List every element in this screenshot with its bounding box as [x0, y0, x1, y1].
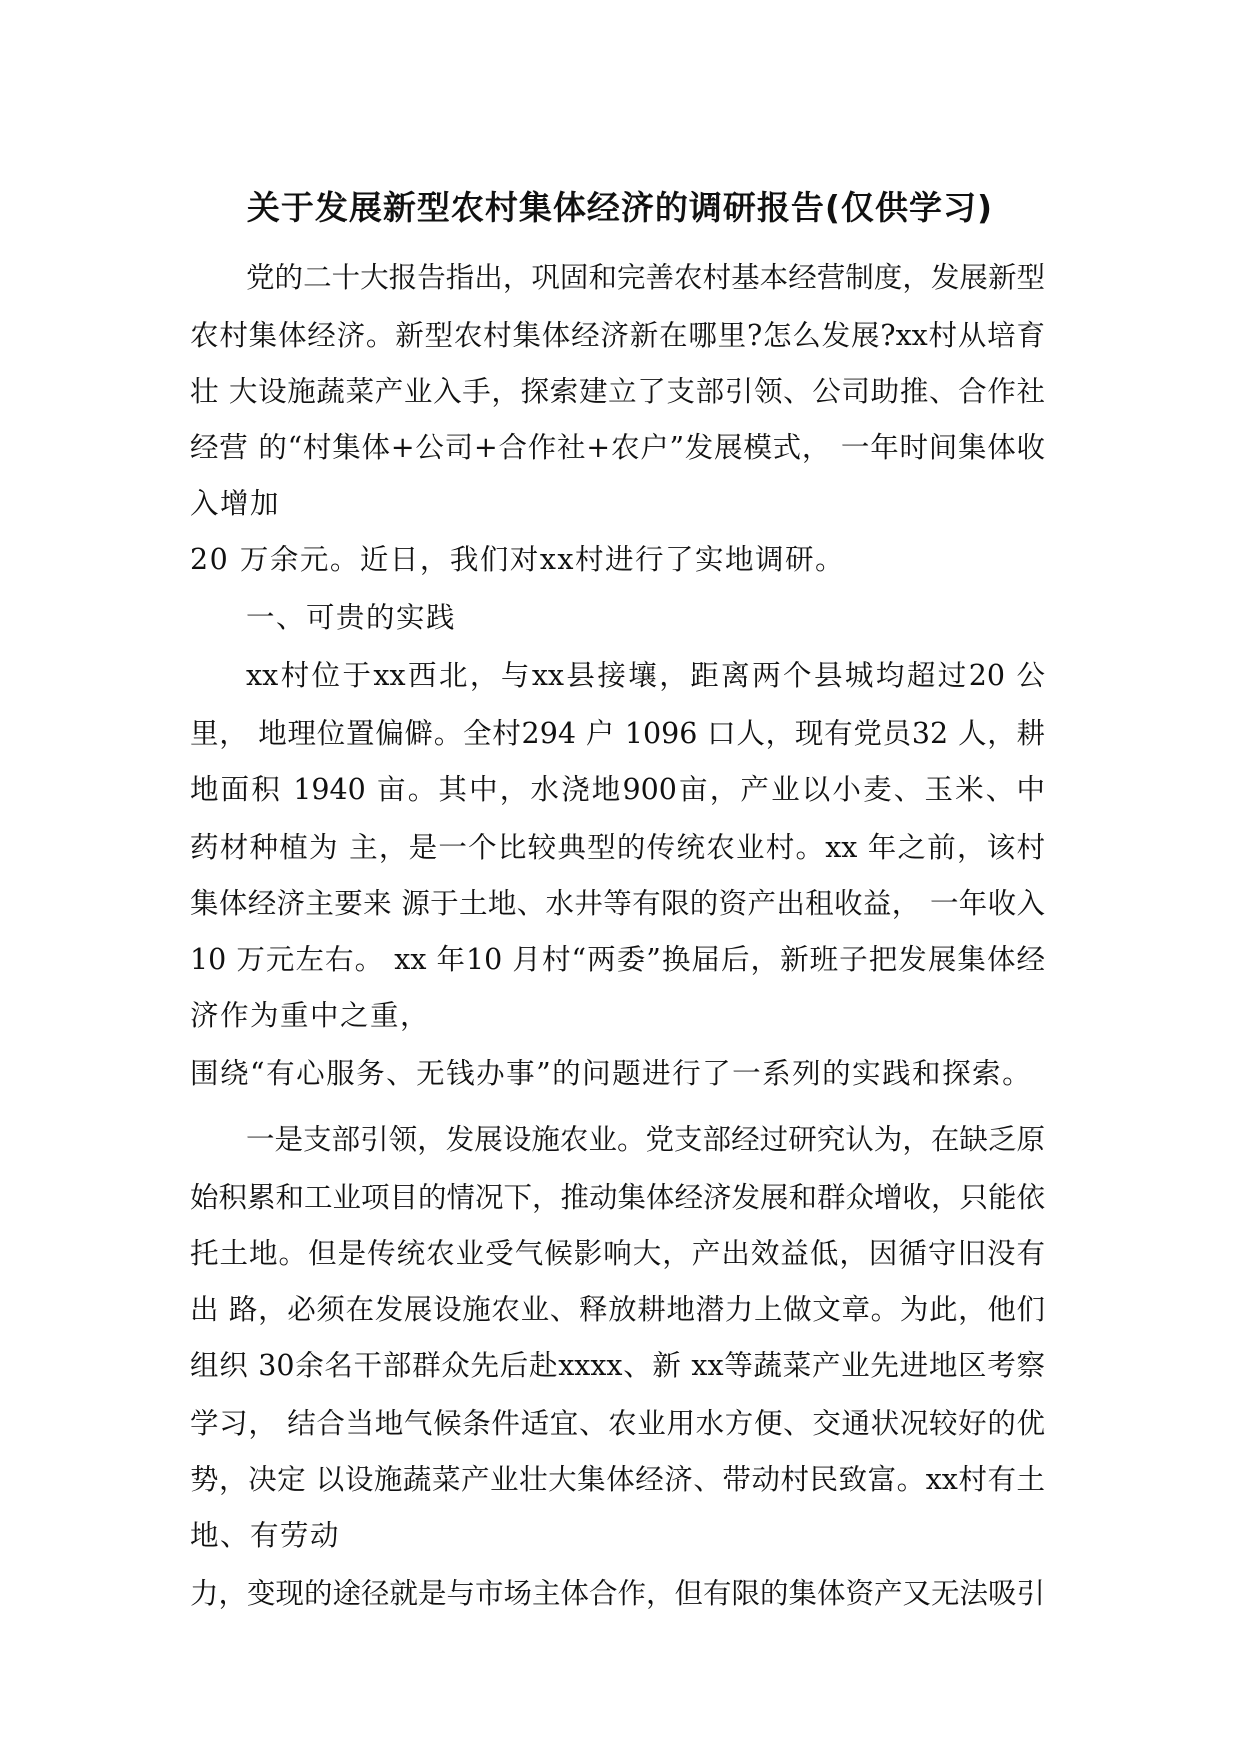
- paragraph-line: 托土地。但是传统农业受气候影响大，产出效益低，因循守旧没有: [190, 1237, 1045, 1270]
- paragraph-line: 地面积 1940 亩。其中，水浇地900亩，产业以小麦、玉米、中: [190, 773, 1045, 806]
- paragraph-line: 20 万余元。近日，我们对xx村进行了实地调研。: [190, 543, 845, 576]
- paragraph-line: 农村集体经济。新型农村集体经济新在哪里?怎么发展?xx村从培育: [190, 319, 1045, 352]
- section-heading: 一、可贵的实践: [246, 601, 457, 634]
- paragraph-line: 围绕“有心服务、无钱办事”的问题进行了一系列的实践和探索。: [190, 1057, 1033, 1090]
- paragraph-line: 党的二十大报告指出，巩固和完善农村基本经营制度，发展新型: [246, 261, 1045, 294]
- paragraph-line: 10 万元左右。 xx 年10 月村“两委”换届后，新班子把发展集体经: [190, 943, 1045, 976]
- paragraph-line: 始积累和工业项目的情况下，推动集体经济发展和群众增收，只能依: [190, 1181, 1046, 1214]
- paragraph-line: 里， 地理位置偏僻。全村294 户 1096 口人，现有党员32 人，耕: [190, 717, 1045, 750]
- paragraph-line: 势，决定 以设施蔬菜产业壮大集体经济、带动村民致富。xx村有土: [190, 1463, 1045, 1496]
- paragraph-line: 出 路，必须在发展设施农业、释放耕地潜力上做文章。为此，他们: [190, 1293, 1045, 1326]
- paragraph-line: 组织 30余名干部群众先后赴xxxx、新 xx等蔬菜产业先进地区考察: [190, 1349, 1045, 1382]
- paragraph-line: 壮 大设施蔬菜产业入手，探索建立了支部引领、公司助推、合作社: [190, 375, 1045, 408]
- document-title: 关于发展新型农村集体经济的调研报告(仅供学习): [246, 188, 994, 227]
- paragraph-line: 一是支部引领，发展设施农业。党支部经过研究认为，在缺乏原: [246, 1123, 1045, 1156]
- paragraph-line: xx村位于xx西北，与xx县接壤，距离两个县城均超过20 公: [246, 659, 1045, 692]
- paragraph-line: 经营 的“村集体+公司+合作社+农户”发展模式， 一年时间集体收: [190, 431, 1045, 464]
- paragraph-line: 入增加: [190, 487, 281, 520]
- paragraph-line: 学习， 结合当地气候条件适宜、农业用水方便、交通状况较好的优: [190, 1407, 1045, 1440]
- paragraph-line: 地、有劳动: [190, 1519, 341, 1552]
- paragraph-line: 力，变现的途径就是与市场主体合作，但有限的集体资产又无法吸引: [190, 1577, 1046, 1610]
- paragraph-line: 药材种植为 主，是一个比较典型的传统农业村。xx 年之前，该村: [190, 831, 1045, 864]
- paragraph-line: 集体经济主要来 源于土地、水井等有限的资产出租收益， 一年收入: [190, 887, 1045, 920]
- paragraph-line: 济作为重中之重，: [190, 999, 431, 1032]
